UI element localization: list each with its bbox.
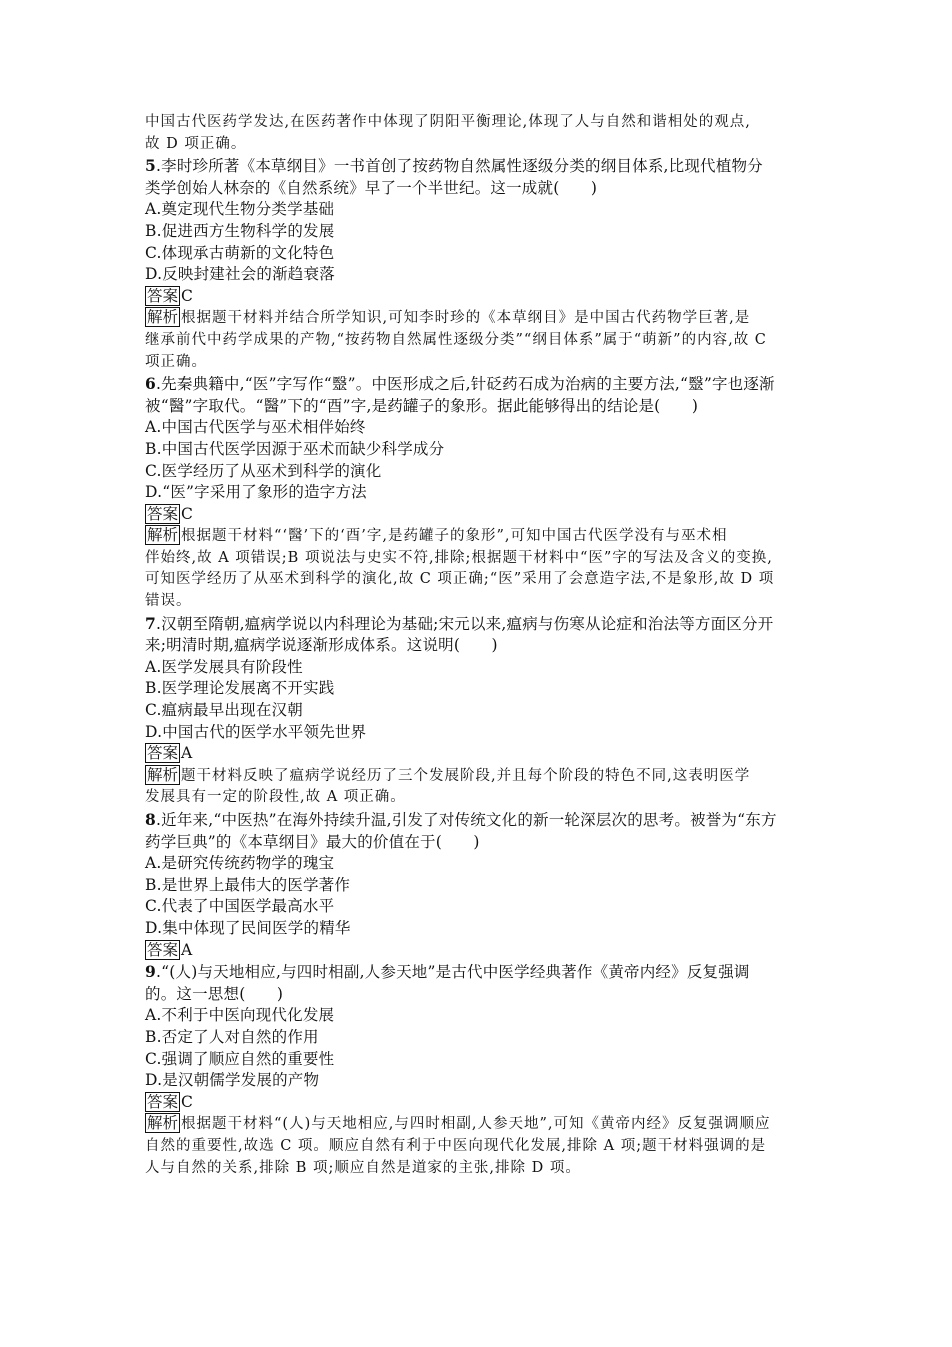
option-A: A.是研究传统药物学的瑰宝 <box>145 854 335 873</box>
analysis-tag: 解析 <box>147 526 179 545</box>
answer-value: C <box>181 1092 193 1111</box>
question-number: 7 <box>145 613 156 633</box>
question-stem-text: 类学创始人林奈的《自然系统》早了一个半世纪。这一成就( ) <box>145 178 598 197</box>
question-stem-line <box>145 635 815 657</box>
analysis-line <box>145 591 815 613</box>
analysis-line <box>145 1136 815 1158</box>
option-C: C.代表了中国医学最高水平 <box>145 897 335 916</box>
option-D: D.反映封建社会的渐趋衰落 <box>145 265 335 284</box>
question-stem-text: 被“醫”字取代。“醫”下的“酉”字,是药罐子的象形。据此能够得出的结论是( ) <box>145 396 699 415</box>
question-list <box>145 155 815 1179</box>
analysis-line <box>145 787 815 809</box>
analysis-text: 根据题干材料“‘醫’下的‘酉’字,是药罐子的象形”,可知中国古代医学没有与巫术相 <box>181 528 728 545</box>
analysis-text: 伴始终,故 A 项错误;B 项说法与史实不符,排除;根据题干材料中“医”字的写法及含义的变换, <box>145 549 773 566</box>
answer-tag: 答案 <box>147 1092 179 1111</box>
answer-value: C <box>181 286 193 305</box>
option-B: B.是世界上最伟大的医学著作 <box>145 875 351 894</box>
question-stem-line <box>145 832 815 854</box>
question-stem-line <box>145 373 815 396</box>
question-stem-line <box>145 984 815 1006</box>
question-stem-text: 药学巨典”的《本草纲目》最大的价值在于( ) <box>145 832 480 851</box>
analysis-text: 可知医学经历了从巫术到科学的演化,故 C 项正确;“医”采用了会意造字法,不是象形,故 D 项 <box>145 571 775 588</box>
analysis-line <box>145 525 815 548</box>
option-A: A.中国古代医学与巫术相伴始终 <box>145 418 366 437</box>
analysis-line <box>145 1158 815 1180</box>
analysis-text: 项正确。 <box>145 353 207 370</box>
analysis-line <box>145 352 815 374</box>
answer-tag: 答案 <box>147 504 179 523</box>
text-line: 故 D 项正确。 <box>145 135 247 152</box>
option-D: D.集中体现了民间医学的精华 <box>145 918 351 937</box>
analysis-text: 发展具有一定的阶段性,故 A 项正确。 <box>145 789 406 806</box>
question-9 <box>145 961 815 1179</box>
option-D: D.是汉朝儒学发展的产物 <box>145 1071 320 1090</box>
answer-line <box>145 1092 815 1114</box>
question-stem-text: .“(人)与天地相应,与四时相副,人参天地”是古代中医学经典著作《黄帝内经》反复强调 <box>156 963 750 982</box>
option-B: B.促进西方生物科学的发展 <box>145 221 335 240</box>
analysis-tag: 解析 <box>147 765 179 784</box>
question-stem-text: 的。这一思想( ) <box>145 984 284 1003</box>
question-stem-line <box>145 396 815 418</box>
answer-value: C <box>181 504 193 523</box>
question-stem-line <box>145 961 815 984</box>
answer-tag: 答案 <box>147 286 179 305</box>
answer-line <box>145 504 815 526</box>
analysis-text: 题干材料反映了瘟病学说经历了三个发展阶段,并且每个阶段的特色不同,这表明医学 <box>181 767 751 784</box>
analysis-line <box>145 548 815 570</box>
answer-value: A <box>181 940 193 959</box>
question-stem-text: .先秦典籍中,“医”字写作“毉”。中医形成之后,针砭药石成为治病的主要方法,“毉”字也逐渐 <box>156 375 775 394</box>
text-line: 中国古代医药学发达,在医药著作中体现了阴阳平衡理论,体现了人与自然和谐相处的观点, <box>145 114 751 130</box>
analysis-line <box>145 330 815 352</box>
option-B: B.否定了人对自然的作用 <box>145 1027 319 1046</box>
option-A: A.奠定现代生物分类学基础 <box>145 200 335 219</box>
question-stem-text: 来;明清时期,瘟病学说逐渐形成体系。这说明( ) <box>145 636 498 655</box>
answer-tag: 答案 <box>147 940 179 959</box>
analysis-line <box>145 765 815 788</box>
analysis-line <box>145 569 815 591</box>
option-D: D.“医”字采用了象形的造字方法 <box>145 483 367 502</box>
analysis-text: 自然的重要性,故选 C 项。顺应自然有利于中医向现代化发展,排除 A 项;题干材料强调的是 <box>145 1137 767 1154</box>
answer-line <box>145 940 815 962</box>
option-A: A.医学发展具有阶段性 <box>145 657 303 676</box>
question-stem-text: .近年来,“中医热”在海外持续升温,引发了对传统文化的新一轮深层次的思考。被誉为“东方 <box>156 811 777 829</box>
option-C: C.瘟病最早出现在汉朝 <box>145 701 303 720</box>
analysis-text: 错误。 <box>145 593 192 610</box>
analysis-text: 继承前代中药学成果的产物,“按药物自然属性逐级分类”“纲目体系”属于“萌新”的内容,故 C <box>145 331 767 348</box>
question-stem-line <box>145 178 815 200</box>
question-5 <box>145 155 815 373</box>
analysis-text: 人与自然的关系,排除 B 项;顺应自然是道家的主张,排除 D 项。 <box>145 1159 581 1176</box>
option-A: A.不利于中医向现代化发展 <box>145 1006 335 1025</box>
option-B: B.中国古代医学因源于巫术而缺少科学成分 <box>145 439 445 458</box>
analysis-line <box>145 307 815 330</box>
option-C: C.医学经历了从巫术到科学的演化 <box>145 461 382 480</box>
answer-line <box>145 743 815 765</box>
question-number: 9 <box>145 962 156 982</box>
option-B: B.医学理论发展离不开实践 <box>145 679 335 698</box>
intro-explanation <box>145 112 815 155</box>
analysis-tag: 解析 <box>147 308 179 327</box>
analysis-tag: 解析 <box>147 1114 179 1133</box>
question-stem-text: .汉朝至隋朝,瘟病学说以内科理论为基础;宋元以来,瘟病与伤寒从论症和治法等方面区分开 <box>156 614 774 633</box>
question-stem-line <box>145 809 815 832</box>
question-stem-line <box>145 155 815 178</box>
question-stem-text: .李时珍所著《本草纲目》一书首创了按药物自然属性逐级分类的纲目体系,比现代植物分 <box>156 157 763 176</box>
analysis-line <box>145 1113 815 1136</box>
question-number: 6 <box>145 374 156 394</box>
question-6 <box>145 373 815 613</box>
option-C: C.体现承古萌新的文化特色 <box>145 243 335 262</box>
document-page <box>145 112 815 1179</box>
question-7 <box>145 613 815 809</box>
option-C: C.强调了顺应自然的重要性 <box>145 1049 335 1068</box>
question-number: 5 <box>145 156 156 176</box>
analysis-text: 根据题干材料“(人)与天地相应,与四时相副,人参天地”,可知《黄帝内经》反复强调顺应 <box>181 1116 771 1133</box>
question-number: 8 <box>145 810 156 829</box>
answer-line <box>145 286 815 308</box>
analysis-text: 根据题干材料并结合所学知识,可知李时珍的《本草纲目》是中国古代药物学巨著,是 <box>181 310 751 327</box>
question-stem-line <box>145 613 815 636</box>
question-8 <box>145 809 815 961</box>
answer-value: A <box>181 744 193 763</box>
option-D: D.中国古代的医学水平领先世界 <box>145 722 367 741</box>
answer-tag: 答案 <box>147 744 179 763</box>
